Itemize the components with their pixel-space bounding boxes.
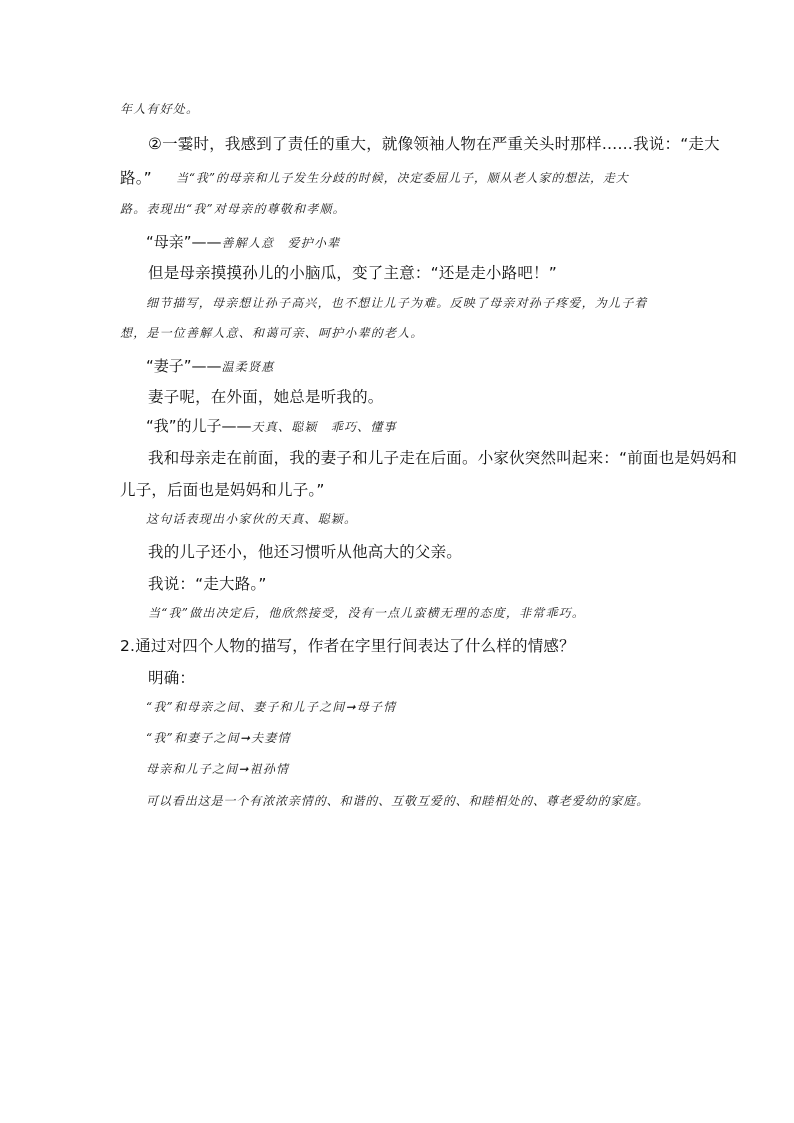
answer-line: “我”和母亲之间、妻子和儿子之间➞母子情 xyxy=(146,700,397,714)
text-line: 妻子呢，在外面，她总是听我的。 xyxy=(148,388,384,406)
character-heading-mother xyxy=(146,231,340,252)
heading-traits: 天真、聪颖 乖巧、懂事 xyxy=(251,420,397,434)
text-line: 我的儿子还小，他还习惯听从他高大的父亲。 xyxy=(148,543,463,561)
annotation-line: 细节描写，母亲想让孙子高兴，也不想让儿子为难。反映了母亲对孙子疼爱，为儿子着 xyxy=(146,296,648,310)
character-heading-wife xyxy=(146,355,274,376)
text-line: 路。” xyxy=(120,169,152,187)
question-line: 2.通过对四个人物的描写，作者在字里行间表达了什么样的情感？ xyxy=(120,637,575,655)
character-heading-son xyxy=(146,415,397,436)
heading-traits: 温柔贤惠 xyxy=(221,360,275,374)
annotation-line: 当“我”的母亲和儿子发生分歧的时候，决定委屈儿子，顺从老人家的想法，走大 xyxy=(176,171,629,185)
annotation-line: 这句话表现出小家伙的天真、聪颖。 xyxy=(146,512,358,526)
annotation-line: 当“我”做出决定后，他欣然接受，没有一点儿蛮横无理的态度，非常乖巧。 xyxy=(148,606,586,620)
heading-label: “妻子”—— xyxy=(146,357,222,375)
text-line: 明确： xyxy=(148,669,196,687)
heading-traits: 善解人意 爱护小辈 xyxy=(221,236,341,250)
heading-label: “母亲”—— xyxy=(146,233,222,251)
text-line: 儿子，后面也是妈妈和儿子。” xyxy=(120,481,325,499)
annotation-line: 路。表现出“我”对母亲的尊敬和孝顺。 xyxy=(120,202,346,216)
text-line: 年人有好处。 xyxy=(120,102,200,116)
text-line: 我和母亲走在前面，我的妻子和儿子走在后面。小家伙突然叫起来：“前面也是妈妈和 xyxy=(148,449,738,467)
text-line: 但是母亲摸摸孙儿的小脑瓜，变了主意：“还是走小路吧！” xyxy=(148,264,557,282)
answer-line: 母亲和儿子之间➞祖孙情 xyxy=(146,762,290,776)
annotation-line: 想，是一位善解人意、和蔼可亲、呵护小辈的老人。 xyxy=(120,326,424,340)
heading-label: “我”的儿子—— xyxy=(146,417,252,435)
text-line: 我说：“走大路。” xyxy=(148,575,267,593)
answer-line: 可以看出这是一个有浓浓亲情的、和谐的、互敬互爱的、和睦相处的、尊老爱幼的家庭。 xyxy=(146,794,650,808)
text-line: ②一霎时，我感到了责任的重大，就像领袖人物在严重关头时那样……我说：“走大 xyxy=(148,135,720,153)
answer-line: “我”和妻子之间➞夫妻情 xyxy=(146,731,291,745)
